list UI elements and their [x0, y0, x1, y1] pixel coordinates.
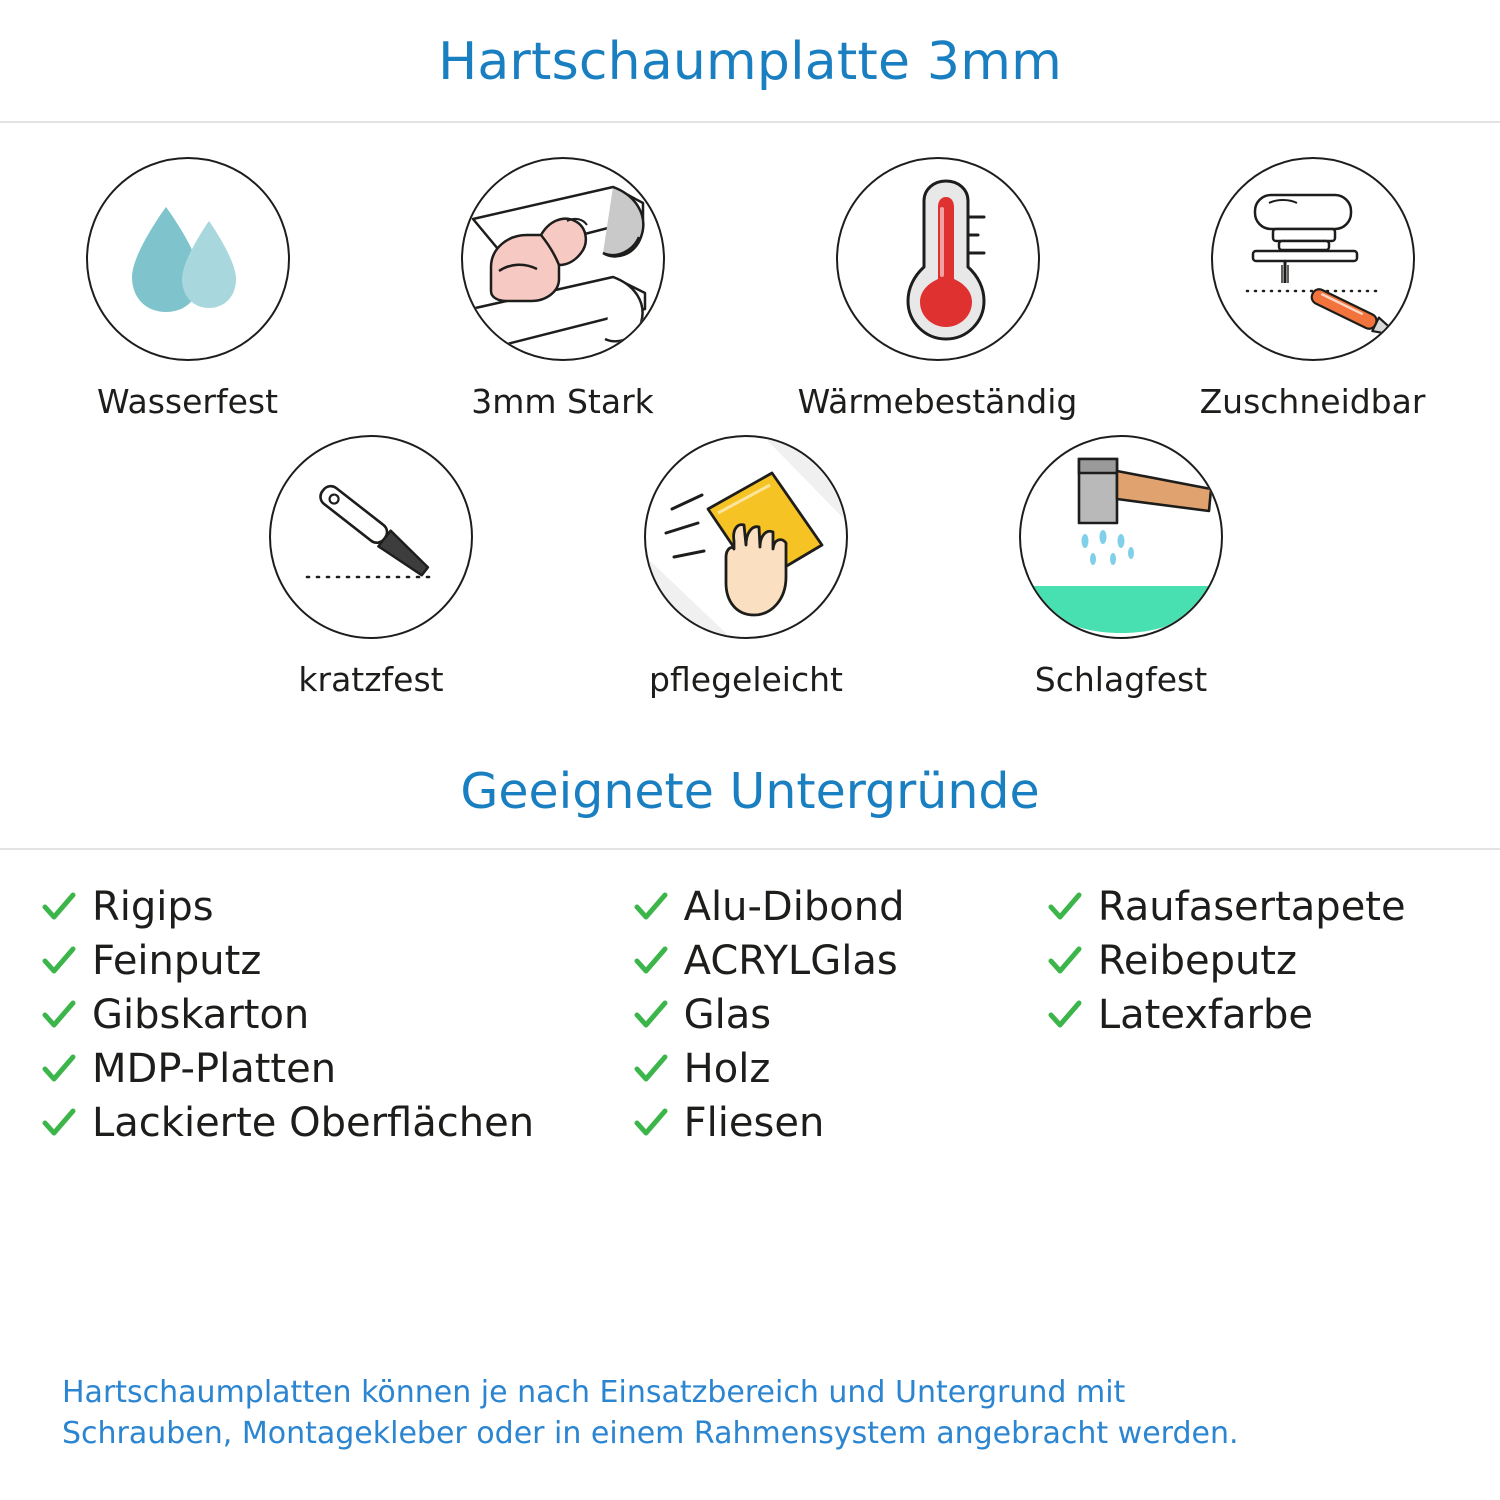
list-item-label: Feinputz — [92, 938, 262, 985]
feature-icon-circle — [269, 435, 473, 639]
substrates-column-2 — [632, 884, 1046, 1154]
flexing-arm-icon — [463, 159, 663, 359]
feature-waterproof — [0, 157, 375, 421]
list-item-label: Alu-Dibond — [683, 884, 905, 931]
feature-label: 3mm Stark — [471, 382, 654, 422]
water-drops-icon — [88, 159, 288, 359]
check-icon — [632, 942, 670, 980]
feature-icon-circle — [1211, 157, 1415, 361]
list-item — [1046, 938, 1460, 984]
check-icon — [632, 1050, 670, 1088]
feature-heat-resistant — [750, 157, 1125, 421]
feature-icon-circle — [461, 157, 665, 361]
list-item — [40, 1100, 632, 1146]
feature-icon-circle — [836, 157, 1040, 361]
feature-label: Wasserfest — [96, 382, 279, 422]
list-item-label: Gibskarton — [92, 992, 310, 1039]
check-icon — [1046, 888, 1084, 926]
list-item — [632, 992, 1046, 1038]
feature-impact-resistant — [934, 435, 1309, 699]
feature-icon-circle — [644, 435, 848, 639]
footer-note — [62, 1373, 1460, 1454]
list-item — [40, 1046, 632, 1092]
list-item-label: Latexfarbe — [1097, 992, 1313, 1039]
list-item-label: Glas — [683, 992, 772, 1039]
list-item — [1046, 992, 1460, 1038]
feature-thickness — [375, 157, 750, 421]
check-icon — [632, 888, 670, 926]
feature-label: kratzfest — [298, 660, 444, 700]
check-icon — [40, 1050, 78, 1088]
cleaning-cloth-hand-icon — [646, 437, 846, 637]
check-icon — [1046, 942, 1084, 980]
check-icon — [632, 996, 670, 1034]
check-icon — [40, 1104, 78, 1142]
substrates-title: Geeignete Untergründe — [460, 763, 1040, 821]
features-section — [0, 123, 1500, 699]
feature-label: pflegeleicht — [649, 660, 843, 700]
check-icon — [40, 996, 78, 1034]
list-item — [632, 1100, 1046, 1146]
feature-icon-circle — [1019, 435, 1223, 639]
features-row-2 — [0, 435, 1500, 699]
list-item — [632, 938, 1046, 984]
feature-label: Wärmebeständig — [797, 382, 1078, 422]
feature-label: Zuschneidbar — [1199, 382, 1426, 422]
substrates-column-3 — [1046, 884, 1460, 1154]
feature-label: Schlagfest — [1034, 660, 1208, 700]
check-icon — [632, 1104, 670, 1142]
list-item-label: Lackierte Oberflächen — [92, 1100, 535, 1147]
list-item-label: Rigips — [92, 884, 214, 931]
list-item-label: ACRYLGlas — [683, 938, 898, 985]
page-title: Hartschaumplatte 3mm — [438, 32, 1062, 92]
check-icon — [40, 942, 78, 980]
substrates-header — [0, 763, 1500, 850]
jigsaw-cutter-icon — [1213, 159, 1413, 359]
list-item-label: Holz — [683, 1046, 771, 1093]
footer-note-line-1: Hartschaumplatten können je nach Einsatzbereich und Untergrund mit — [62, 1375, 1126, 1410]
list-item — [40, 992, 632, 1038]
list-item — [632, 884, 1046, 930]
knife-scratch-icon — [271, 437, 471, 637]
header — [0, 0, 1500, 123]
feature-scratch-resistant — [184, 435, 559, 699]
check-icon — [40, 888, 78, 926]
feature-easy-care — [559, 435, 934, 699]
list-item-label: Fliesen — [683, 1100, 825, 1147]
hammer-impact-icon — [1021, 437, 1221, 637]
list-item-label: MDP-Platten — [92, 1046, 337, 1093]
list-item-label: Reibeputz — [1097, 938, 1297, 985]
list-item — [632, 1046, 1046, 1092]
list-item-label: Raufasertapete — [1097, 884, 1406, 931]
list-item — [1046, 884, 1460, 930]
feature-cuttable — [1125, 157, 1500, 421]
footer-note-line-2: Schrauben, Montagekleber oder in einem Rahmensystem angebracht werden. — [62, 1415, 1239, 1451]
substrates-lists — [0, 850, 1500, 1154]
feature-icon-circle — [86, 157, 290, 361]
list-item — [40, 884, 632, 930]
list-item — [40, 938, 632, 984]
thermometer-icon — [838, 159, 1038, 359]
substrates-column-1 — [40, 884, 632, 1154]
check-icon — [1046, 996, 1084, 1034]
features-row-1 — [0, 157, 1500, 421]
